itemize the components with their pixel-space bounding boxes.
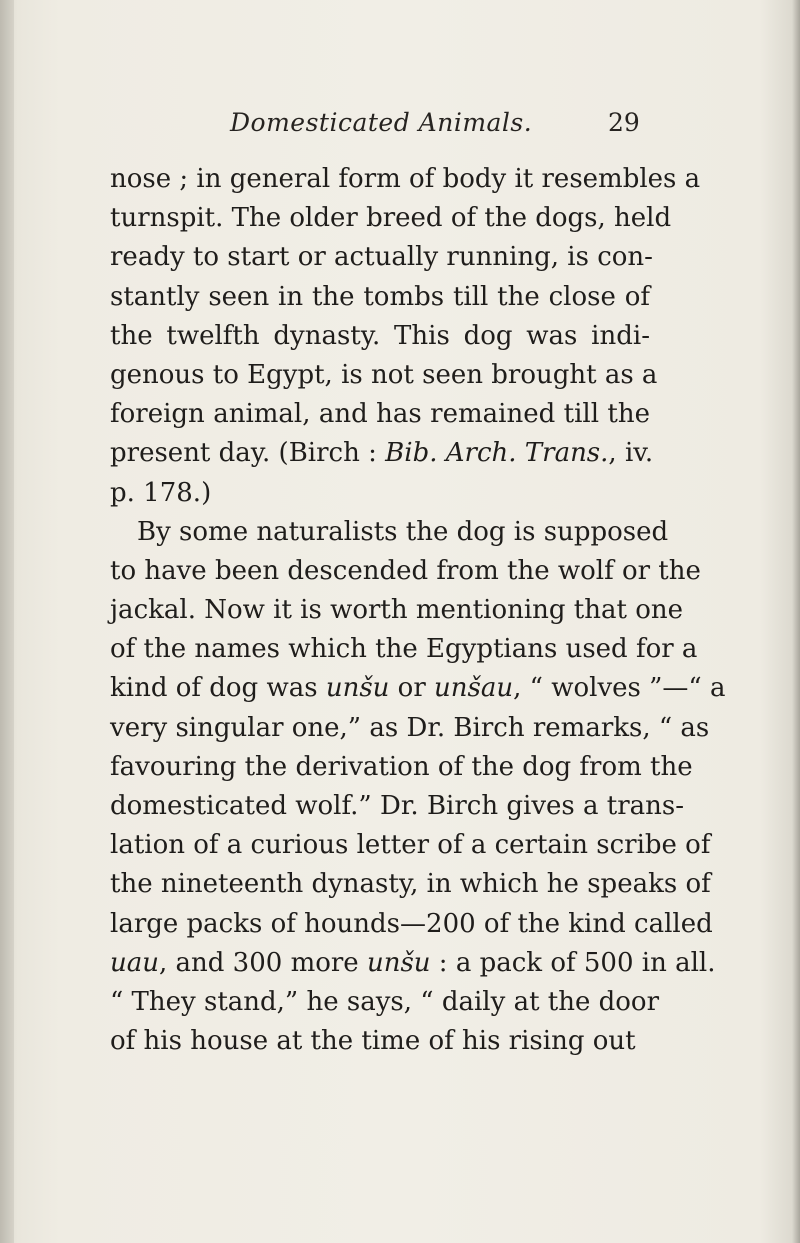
text-segment: stantly seen in the tombs till the close of <box>110 281 650 312</box>
italic-text: unšu <box>325 673 390 704</box>
running-title: Domesticated Animals. <box>230 108 533 137</box>
text-line <box>110 513 669 552</box>
text-line <box>110 630 698 669</box>
text-line <box>110 669 726 708</box>
text-line <box>110 474 650 513</box>
text-line <box>110 160 701 199</box>
text-segment: turnspit. The older breed of the dogs, held <box>110 203 672 234</box>
text-line <box>110 787 685 826</box>
text-segment: , iv. <box>608 438 654 469</box>
text-segment: lation of a curious letter of a certain scribe of <box>110 830 711 861</box>
page-edge <box>792 0 800 1243</box>
text-line <box>110 826 711 865</box>
text-line <box>110 552 701 591</box>
text-line <box>110 865 711 904</box>
text-segment: of his house at the time of his rising out <box>110 1026 636 1057</box>
italic-text: uau <box>110 947 159 978</box>
text-line <box>110 278 650 317</box>
text-line <box>110 748 693 787</box>
text-line <box>110 238 653 277</box>
text-segment: foreign animal, and has remained till the <box>110 399 650 430</box>
text-segment: nose ; in general form of body it resembles a <box>110 164 701 194</box>
text-segment: “ They stand,” he says, “ daily at the door <box>110 986 660 1017</box>
text-segment: genous to Egypt, is not seen brought as a <box>110 359 658 390</box>
text-segment: the nineteenth dynasty, in which he speaks of <box>110 869 711 900</box>
text-line <box>110 944 716 983</box>
italic-text: Bib. Arch. Trans. <box>385 438 609 469</box>
text-segment: large packs of hounds—200 of the kind called <box>110 908 713 939</box>
text-line <box>110 709 710 748</box>
text-segment: jackal. Now it is worth mentioning that one <box>110 595 684 626</box>
italic-text: unšu <box>366 947 431 978</box>
text-line <box>110 356 658 395</box>
page-number: 29 <box>608 108 640 137</box>
body-text <box>110 160 726 1061</box>
text-segment: or <box>389 673 435 704</box>
text-segment: very singular one,” as Dr. Birch remarks, “ as <box>110 712 710 743</box>
text-line <box>110 395 650 434</box>
text-line <box>110 317 650 356</box>
page-header <box>0 108 800 148</box>
text-line <box>110 591 684 630</box>
text-line <box>110 983 660 1022</box>
text-segment: present day. (Birch : <box>110 438 386 469</box>
text-segment: the twelfth dynasty. This dog was indi- <box>110 320 650 351</box>
text-segment: , “ wolves ”—“ a <box>513 673 726 704</box>
text-segment: , and 300 more <box>159 947 367 978</box>
text-segment: By some naturalists the dog is supposed <box>137 516 669 547</box>
text-line <box>110 1022 650 1061</box>
text-segment: to have been descended from the wolf or the <box>110 555 701 586</box>
italic-text: unšau <box>434 673 514 704</box>
text-segment: p. 178.) <box>110 477 212 508</box>
text-line <box>110 905 713 944</box>
text-segment: : a pack of 500 in all. <box>430 947 716 978</box>
text-segment: ready to start or actually running, is con- <box>110 242 653 273</box>
text-segment: favouring the derivation of the dog from the <box>110 751 693 782</box>
text-segment: of the names which the Egyptians used for a <box>110 634 698 665</box>
text-line <box>110 199 672 238</box>
text-segment: domesticated wolf.” Dr. Birch gives a trans- <box>110 791 685 821</box>
text-line <box>110 434 654 473</box>
page-gutter <box>0 0 14 1243</box>
text-segment: kind of dog was <box>110 673 326 704</box>
